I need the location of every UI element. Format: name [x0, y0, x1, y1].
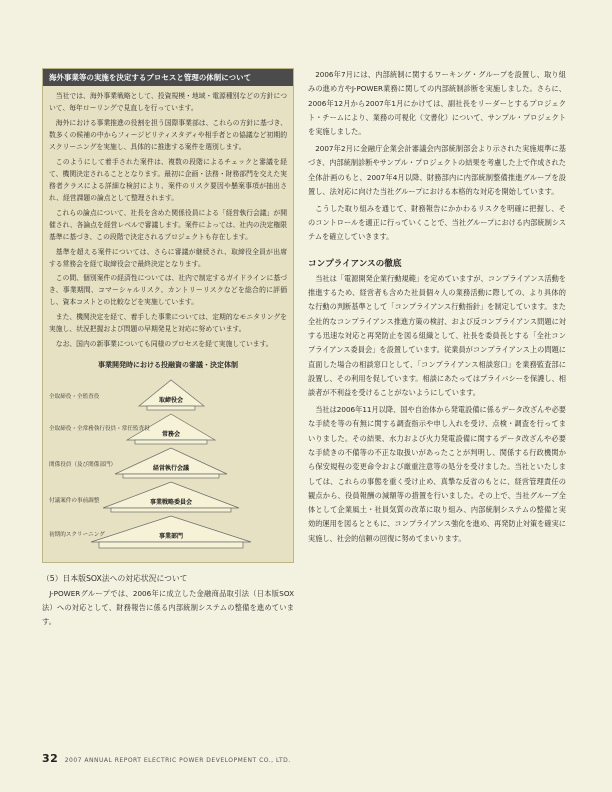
paragraph: 2007年2月に金融庁企業会計審議会内部統制部会より示された実施規準に基づき、内部統制診断やサンプル・プロジェクトの結果を考慮した上で作成された全体計画のもと、2007年4月以降、財務部内に内部統制整備推進グループを設置し、法対応に向けた当社グループにおける本格的な対応を開始しています。: [308, 144, 566, 196]
row-right-label: 経営執行会議: [152, 465, 190, 473]
row-left-label: 全取締役・全監査役: [49, 394, 100, 401]
row-left-label: 初期的スクリーニング: [49, 532, 105, 539]
level-5: [99, 542, 243, 548]
row-right-label: 事業部門: [158, 533, 184, 541]
sox-section-title: （5）日本版SOX法への対応状況について: [42, 574, 188, 584]
page-number: 32: [42, 752, 59, 765]
decision-pyramid: [49, 374, 287, 554]
level-4: [111, 508, 231, 512]
paragraph: 2006年7月には、内部統制に関するワーキング・グループを設置し、取り組みの進め方やJ-POWER業務に関しての内部統制診断を実施しました。さらに、2006年12月から2007年1月にかけては、副社長をリーダーとするプロジェクト・チームにより、業務の可視化（文書化）について、サンプル・プロジェクトを実施しました。: [308, 70, 566, 137]
page-footer: [42, 752, 291, 765]
paragraph: 当社では、海外事業戦略として、投資規模・地域・電源種別などの方針について、毎年ローリングで見直しを行っています。: [49, 92, 287, 113]
compliance-section-title: コンプライアンスの徹底: [308, 258, 402, 269]
right-column: [308, 68, 566, 549]
paragraph: これらの論点について、社長を含めた関係役員による「経営執行会議」が開催され、各論点を経営レベルで審議します。案件によっては、社内の決定権限基準に基づき、この段階で決定されるプロジェクトも存在します。: [49, 208, 287, 241]
paragraph: このようにして着手された案件は、複数の段階によるチェックと審議を経て、機関決定されることとなります。最初に企画・法務・財務部門を交えた実務者クラスによる詳細な検討により、案件のリスク要因や懸案事項が抽出され、経営課題の論点として整理されます。: [49, 157, 287, 202]
sox-paragraph: J-POWERグループでは、2006年に成立した金融商品取引法（日本版SOX法）への対応として、財務報告に係る内部統制システムの整備を進めています。: [42, 589, 294, 627]
paragraph: 当社は「電源開発企業行動規範」を定めていますが、コンプライアンス活動を推進するため、経営者も含めた社員個々人の業務活動に際しての、より具体的な行動の判断基準として「コンプライアンス行動指針」を制定しています。また全社的なコンプライアンス推進方策の検討、および反コンプライアンス問題に対する迅速な対応と再発防止を図る組織として、社長を委員長とする「全社コンプライアンス委員会」を設置しています。従業員がコンプライアンス上の問題に直面した場合の相談窓口として、「コンプライアンス相談窓口」を業務監査部に設置し、その利用を促しています。相談にあたってはプライバシーを保護し、相談者が不利益を受けることがないようにしています。: [308, 273, 566, 398]
process-box: [42, 68, 294, 563]
paragraph: 基準を超える案件については、さらに審議が継続され、取締役全員が出席する常務会を経て取締役会で最終決定となります。: [49, 247, 287, 268]
left-column: [42, 68, 294, 632]
paragraph: 海外における事業推進の役割を担う国際事業部は、これらの方針に基づき、数多くの候補の中からフィージビリティスタディや相手者との協議など初期的スクリーニングを実施し、具体的に推進する案件を選別します。: [49, 118, 287, 151]
row-right-label: 常務会: [161, 431, 181, 439]
row-right-label: 取締役会: [158, 397, 184, 405]
paragraph: なお、国内の新事業についても同様のプロセスを経て実施しています。: [55, 339, 273, 348]
process-box-heading: 海外事業等の実施を決定するプロセスと管理の体制について: [43, 69, 293, 86]
decision-structure-diagram: [49, 360, 287, 556]
process-box-body: [43, 86, 293, 350]
row-left-label: 付議案件の事前調整: [49, 498, 100, 505]
level-1: [147, 406, 195, 410]
paragraph: こうした取り組みを通じて、財務報告にかかわるリスクを明確に把握し、そのコントロールを適正に行っていくことで、当社グループにおける内部統制システムを確立していきます。: [308, 203, 566, 242]
diagram-title: 事業開発時における投融資の審議・決定体制: [98, 361, 238, 370]
paragraph: また、機関決定を経て、着手した事業については、定期的なモニタリングを実施し、状況把握および問題の早期発見と対応に努めています。: [49, 313, 287, 334]
footer-text: 2007 ANNUAL REPORT ELECTRIC POWER DEVELOPMENT CO., LTD.: [64, 757, 291, 764]
row-right-label: 事業戦略委員会: [149, 499, 193, 507]
paragraph: この間、個別案件の経済性については、社内で制定するガイドラインに基づき、事業期間、コマーシャルリスク、カントリーリスクなどを総合的に評価し、資本コストとの比較などを実施しています。: [49, 274, 287, 307]
row-left-label: 全取締役・全常務執行役員・常任監査役: [49, 426, 150, 433]
level-3: [123, 474, 219, 478]
level-2: [135, 440, 207, 444]
paragraph: 当社は2006年11月以降、国や自治体から発電設備に係るデータ改ざんや必要な手続を等の有無に関する調査指示や申し入れを受け、点検・調査を行ってまいりました。その結果、水力および火力発電設備に関するデータ改ざんや必要な手続きの不備等の不正な取扱いがあったことが判明し、関係する行政機関から保安規程の変更命令および厳重注意等の処分を受けました。当社といたしましては、これらの事態を重く受け止め、真摯な反省のもとに、経営管理責任の観点から、役員報酬の減額等の措置を行いました。その上で、当社グループ全体として企業風土・社員気質の改革に取り組み、内部統制システムの整備と実効的運用を図るとともに、コンプライアンス強化を進め、再発防止対策を確実に実施し、社会的信頼の回復に努めてまいります。: [308, 405, 566, 543]
row-left-label: 関係役員（及び関係部門）: [49, 462, 117, 469]
